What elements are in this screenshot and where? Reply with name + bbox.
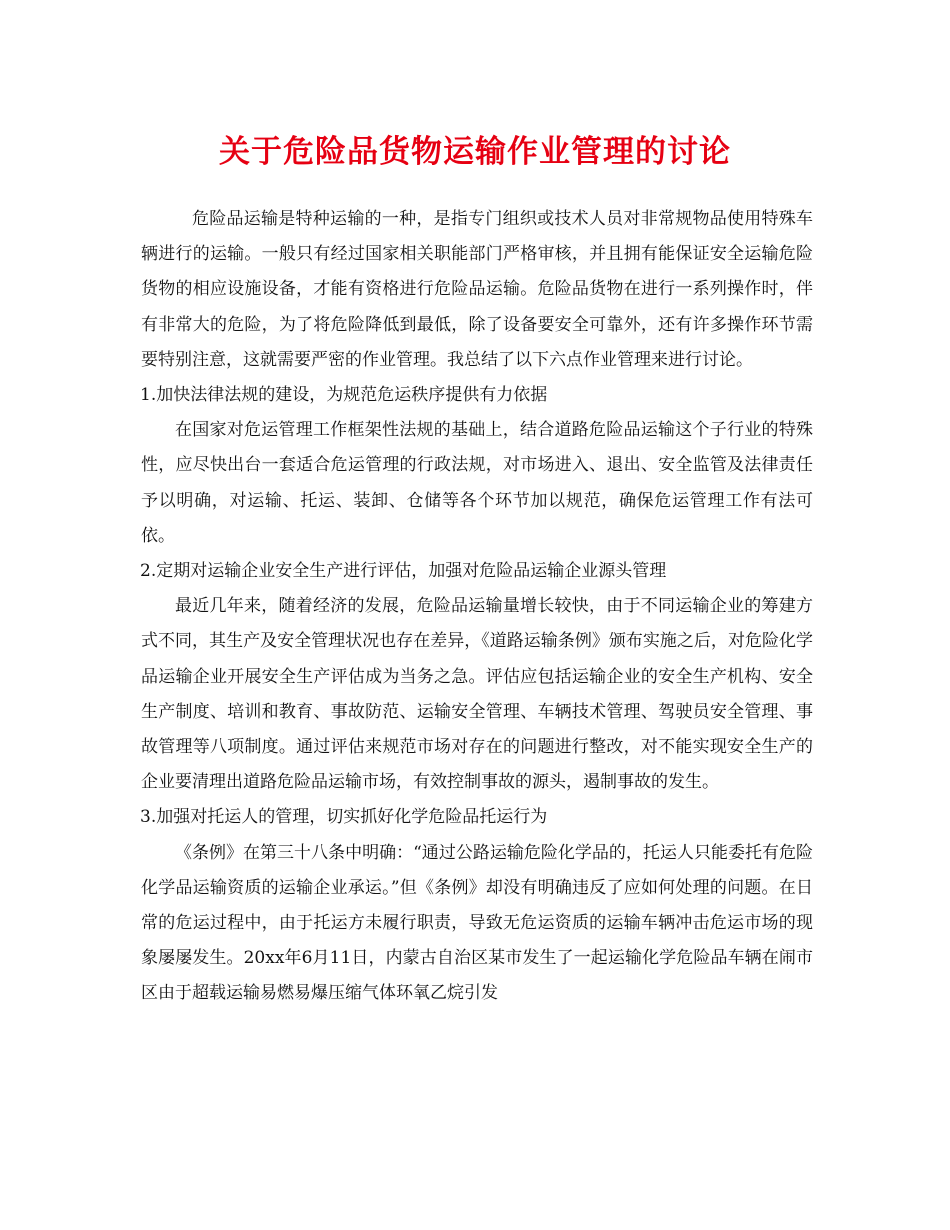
section-paragraph-2: 最近几年来，随着经济的发展，危险品运输量增长较快，由于不同运输企业的筹建方式不同，其生产及安全管理状况也存在差异，《道路运输条例》颁布实施之后，对危险化学品运输企业开展安全生产评估成为当务之急。评估应包括运输企业的安全生产机构、安全生产制度、培训和教育、事故防范、运输安全管理、车辆技术管理、驾驶员安全管理、事故管理等八项制度。通过评估来规范市场对存在的问题进行整改，对不能实现安全生产的企业要清理出道路危险品运输市场，有效控制事故的源头，遏制事故的发生。 bbox=[141, 596, 813, 793]
intro-paragraph: 危险品运输是特种运输的一种，是指专门组织或技术人员对非常规物品使用特殊车辆进行的运输。一般只有经过国家相关职能部门严格审核，并且拥有能保证安全运输危险货物的相应设施设备，才能有资格进行危险品运输。危险品货物在进行一系列操作时，伴有非常大的危险，为了将危险降低到最低，除了设备要安全可靠外，还有许多操作环节需要特别注意，这就需要严密的作业管理。我总结了以下六点作业管理来进行讨论。 bbox=[141, 209, 813, 370]
section-heading-3: 3.加强对托运人的管理，切实抓好化学危险品托运行为 bbox=[140, 807, 548, 828]
document-title: 关于危险品货物运输作业管理的讨论 bbox=[219, 134, 731, 170]
section-paragraph-1: 在国家对危运管理工作框架性法规的基础上，结合道路危险品运输这个子行业的特殊性，应尽快出台一套适合危运管理的行政法规，对市场进入、退出、安全监管及法律责任予以明确，对运输、托运、装卸、仓储等各个环节加以规范，确保危运管理工作有法可依。 bbox=[141, 420, 813, 546]
section-heading-1: 1.加快法律法规的建设，为规范危运秩序提供有力依据 bbox=[140, 385, 548, 406]
section-heading-2: 2.定期对运输企业安全生产进行评估，加强对危险品运输企业源头管理 bbox=[140, 561, 667, 582]
section-paragraph-3: 《条例》在第三十八条中明确：“通过公路运输危险化学品的，托运人只能委托有危险化学品运输资质的运输企业承运。”但《条例》却没有明确违反了应如何处理的问题。在日常的危运过程中，由于托运方未履行职责，导致无危运资质的运输车辆冲击危运市场的现象屡屡发生。20xx年6月11日，内蒙古自治区某市发生了一起运输化学危险品车辆在闹市区由于超载运输易燃易爆压缩气体环氧乙烷引发 bbox=[141, 842, 813, 1004]
document-body bbox=[141, 202, 813, 1012]
